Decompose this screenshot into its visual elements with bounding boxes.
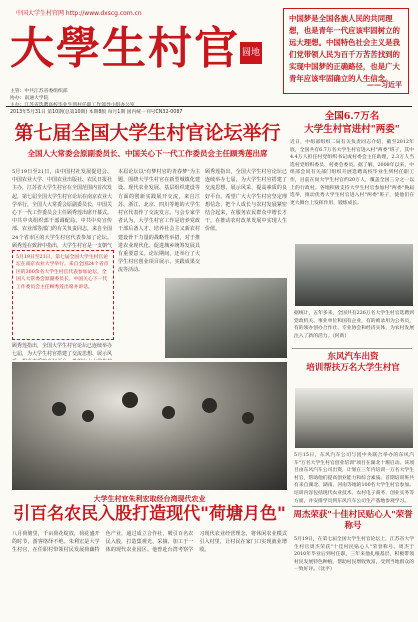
second-kicker: 大学生村官朱利宏取经台湾现代农业 (93, 494, 206, 503)
publication-meta (10, 88, 280, 116)
second-headline: 引百名农民入股打造现代"荷塘月色" (13, 504, 286, 524)
lead-column-3: 顾秀莲指出，全国大学生村官论坛已连续举办七届，为大学生村官搭建了交流思想、展示风采、提高素质的良好平台。希望广大大学生村官坚定理想信念，把个人成长与农村发展紧密结合起来，在服务农民群众中增长才干，在推动农村改革发展中实现人生价值。 (205, 169, 287, 233)
car-company-photo (295, 388, 413, 448)
second-body: 八月荷塘里，千亩荷花绽放，荷花盛开的时节，游客络绎不绝。朱利宏是大学生村官，在任职村带领村民发展荷藕特色产业，通过成立合作社，吸引百名农民入股，打造集观光、采摘、加工于一体的现代农业园区。他曾赴台湾考察学习现代农业经营理念，将休闲农业模式引入村里，让村民在家门口实现就业增收。 (12, 531, 287, 554)
quote-box (283, 8, 409, 94)
lead-headline: 第七届全国大学生村官论坛举行 (14, 122, 281, 144)
lead-column-1: 5月19日至21日，由中国村社发展促进会、中国农业大学、中国农业出版社、农民日报社主办，江苏省大学生村官在全国范围内首次发起，第七届全国大学生村官论坛在南京农业大学举行，全国人大常委会原副委员长，中国关心下一代工作委员会主任顾秀莲出席开幕式。中共中央组织部干部调配局、中共中央宣传部、农业部等部门的有关负责同志，来自全国24个省市区的大学生村官代表参加了论坛。顾秀莲在致辞中指出，大学生村官是一支朝气 (12, 169, 112, 248)
lead-photo-caption-box (12, 250, 114, 340)
right-top-body-2: 据统计，五年多来，全国共有226万名大学生村官选聘到党政机关、事业单位和国有企业，有的被录用为公务员，有的领办创办合作社、专业协会和经济实体，为农村发展注入了新的活力。（何新） (294, 311, 414, 339)
forum-photo (165, 278, 287, 358)
masthead-divider (6, 106, 412, 107)
newspaper-title: 大學生村官 (10, 23, 240, 74)
right-top-body: 近日，中组部组织二局有关负责同志介绍，截至2012年底，全国共有6.7万名大学生村官进入村"两委"班子，其中4.4万人担任村党组织书记或村委会主任助理，2.3万人当选村党组织委员、村委会委员。据了解，2008年以来，中组部会同有关部门组织开展选聘高校毕业生到村任职工作，目前在岗大学生村官约20万人，覆盖全国三分之一以上的行政村。各地积极支持大学生村官参加村"两委"换届选举，推动优秀大学生村官进入村"两委"班子，使他们在更大舞台上发挥作用、锻炼成长。 (290, 140, 414, 206)
meta-supervisor: 主管：中共江苏省委组织部 (10, 89, 68, 94)
quote-author: ——习近平 (367, 80, 402, 89)
right-divider-2 (292, 506, 412, 507)
village-photo (295, 244, 413, 306)
right-top-title: 全国6.7万名 大学生村官进村"两委" (304, 111, 400, 135)
photo-caption-text: 5月19日至21日，第七届全国大学生村官论坛在南京农业大学举行。来自全国24个省市区的300余名大学生村官代表参加论坛，全国人大常委会原副委员长、中国关心下一代工作委员会主任顾秀莲出席并讲话。 (16, 255, 109, 290)
farm-crowd-photo (12, 362, 287, 490)
right-column (290, 110, 414, 243)
lead-subhead: 全国人大常委会原副委员长、中国关心下一代工作委员会主任顾秀莲出席 (27, 149, 268, 158)
masthead-site: 中国大学生村官网 http://www.dxscg.com.cn (16, 10, 142, 17)
seal-stamp-icon: 圆地 (240, 42, 262, 64)
meta-cosponsor: 协办：南通大学院 (10, 96, 49, 101)
quote-text: 中国梦是全国各族人民的共同理想，也是青年一代应该牢固树立的远大理想。中国特色社会主义是我们党带领人民为百千万苦苦找到的实现中国梦的正确路径，也是广大青年应该牢固确立的人生信念。 (289, 14, 400, 83)
right-divider-1 (292, 348, 412, 349)
meta-issue: 2013年5月31日 第10期(总第10期) 本期8版 每月1期 国内统一刊号CN32-0087 (10, 110, 183, 115)
right-bottom-title: 周杰荣获"十佳村民贴心人"荣誉称号 (293, 510, 413, 531)
lead-column-1b: 顾秀莲指出，全国大学生村官论坛已连续举办七届，为大学生村官搭建了交流思想、展示风 (12, 343, 112, 358)
lead-column-2: 本届论坛以"有梦村官的青春梦"为主题，围绕大学生村官在新型城镇化建设、现代农业发展、基层组织建设等方面的创新实践展开交流，来自江苏、浙江、北京、四川等地的大学生村官代表作了交流发言。与会专家学者认为，大学生村官工作是培养党政干部后备人才、培养社会主义新农村建设骨干力量的战略性举措，对于推进农业现代化、促进城乡统筹发展具有重要意义。论坛期间，还举行了大学生村官创业项目展示、实践成果交流等活动。 (118, 169, 200, 274)
right-mid-body: 5月15日，东风汽车公司与团中央联合举办的东风汽车"万名大学生村官创业培训"项目在湖北十堰启动。该项目由东风汽车公司出资，计划在三年内培训一万名大学生村官，帮助他们提高创业能力和综合素质。首期培训班共有来自湖北、湖南、河南等地的100名大学生村官参加。培训内容包括现代农业技术、农村电子商务、创业实务等方面，并安排学员到东风汽车公司生产基地参观学习。 (294, 453, 414, 504)
right-bottom-body: 5月19日，在第七届全国大学生村官论坛上，江苏省大学生村官周杰荣获"十佳村民贴心人"荣誉称号。周杰于2010年毕业后到村任职，三年来他扎根基层，积极带领村民发展特色种植，帮助村民增收致富，受到当地群众的一致好评。（沈平） (294, 537, 414, 573)
masthead (10, 6, 280, 88)
right-mid-title: 东风汽车出资 培训帮扶万名大学生村官 (306, 352, 400, 373)
